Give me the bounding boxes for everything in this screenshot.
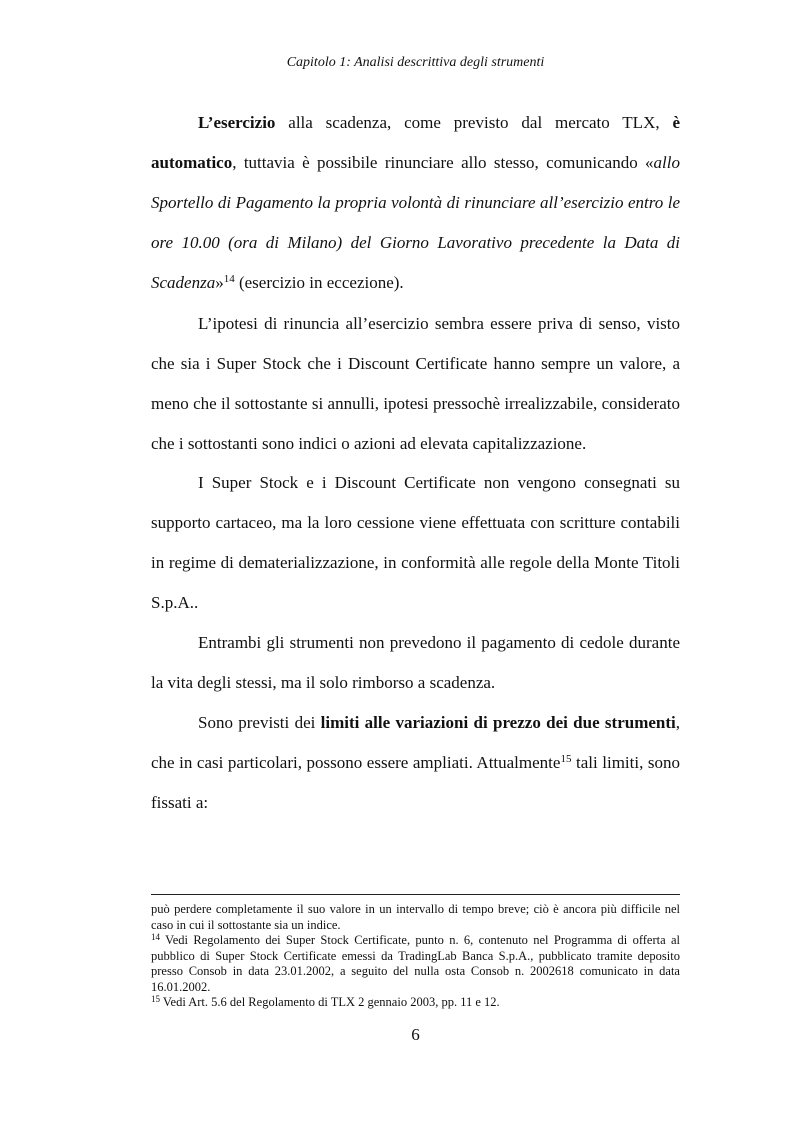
footnote-ref-14[interactable]: 14 [223, 273, 235, 285]
bold-term: è automatico [151, 113, 680, 172]
footnote-ref-15[interactable]: 15 [560, 753, 572, 765]
footnote-number: 14 [151, 932, 160, 942]
footnote-divider [151, 894, 680, 895]
paragraph-exercise: L’esercizio alla scadenza, come previsto dal mercato TLX, è automatico, tuttavia è possibile rinunciare allo stesso, comunicando «allo Sportello di Pagamento la propria volontà di rinunciare all’esercizio entro le ore 10.00 (ora di Milano) del Giorno Lavorativo precedente la Data di Scadenza»$^{14}$ (esercizio in eccezione). [151, 113, 680, 292]
footnote-continued: può perdere completamente il suo valore in un intervallo di tempo breve; ciò è ancora più difficile nel caso in cui il sottostante sia un indice. [151, 902, 680, 932]
paragraph-renunciation: L’ipotesi di rinuncia all’esercizio sembra essere priva di senso, visto che sia i Super Stock che i Discount Certificate hanno sempre un valore, a meno che il sottostante si annulli, ipotesi pressochè irrealizzabile, considerato che i sottostanti sono indici o azioni ad elevata capitalizzazione. [151, 314, 680, 453]
bold-term: L’esercizio [198, 113, 276, 132]
quotation: allo Sportello di Pagamento la propria volontà di rinunciare all’esercizio entro le ore 10.00 (ora di Milano) del Giorno Lavorativo precedente la Data di Scadenza [151, 153, 680, 292]
paragraph-dematerialization: I Super Stock e i Discount Certificate non vengono consegnati su supporto cartaceo, ma la loro cessione viene effettuata con scritture contabili in regime di dematerializzazione, in conformità alle regole della Monte Titoli S.p.A.. [151, 473, 680, 612]
running-header: Capitolo 1: Analisi descrittiva degli strumenti [286, 55, 545, 70]
paragraph-price-limits: Sono previsti dei limiti alle variazioni di prezzo dei due strumenti, che in casi particolari, possono essere ampliati. Attualmente$^{15}$ tali limiti, sono fissati a: [151, 713, 681, 812]
footnote-15: $^{15}$ Vedi Art. 5.6 del Regolamento di TLX 2 gennaio 2003, pp. 11 e 12. [151, 994, 500, 1009]
paragraph-coupons: Entrambi gli strumenti non prevedono il pagamento di cedole durante la vita degli stessi, ma il solo rimborso a scadenza. [151, 633, 680, 692]
footnote-14: $^{14}$ Vedi Regolamento dei Super Stock Certificate, punto n. 6, contenuto nel Programma di offerta al pubblico di Super Stock Certificate emessi da TradingLab Banca S.p.A., pubblicato tramite deposito presso Consob in data 23.01.2002, a seguito del nulla osta Consob n. 2002618 comunicato in data 16.01.2002. [151, 932, 680, 994]
bold-term: limiti alle variazioni di prezzo dei due strumenti [320, 713, 676, 732]
page-number: 6 [411, 1025, 420, 1044]
footnote-number: 15 [151, 994, 160, 1004]
